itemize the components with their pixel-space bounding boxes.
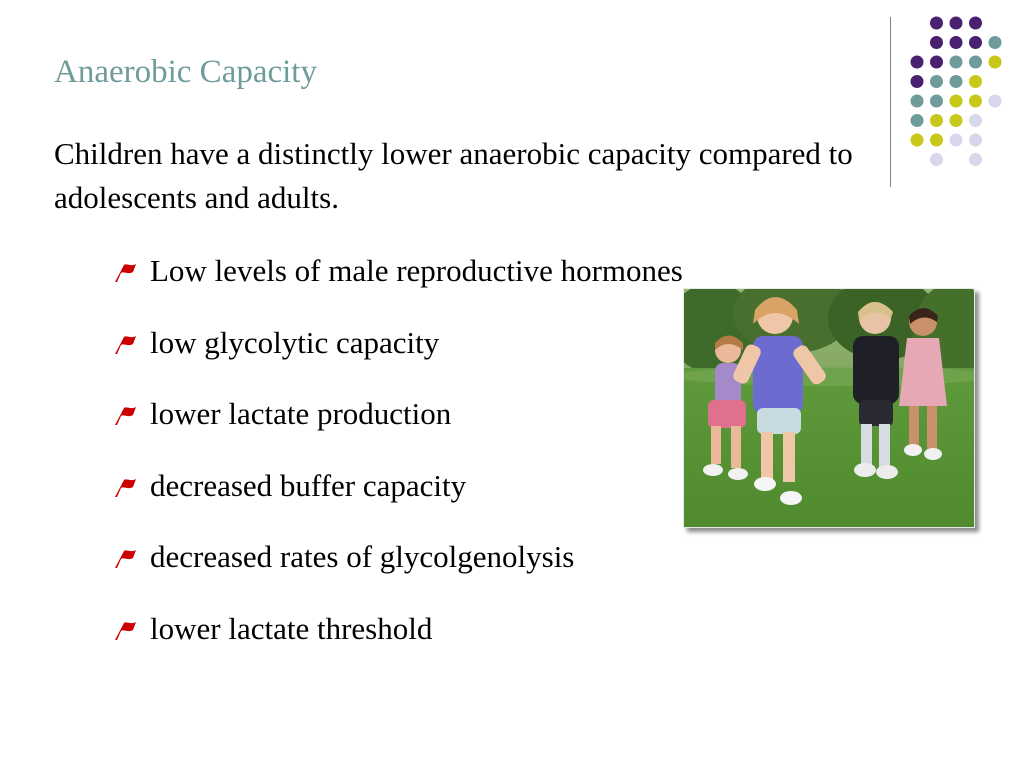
decorative-dot bbox=[930, 134, 943, 147]
flag-icon bbox=[112, 544, 138, 570]
decorative-dot bbox=[930, 95, 943, 108]
bullet-text: lower lactate production bbox=[150, 396, 452, 431]
decorative-dot bbox=[969, 56, 982, 69]
bullet-item bbox=[112, 324, 683, 396]
bullet-text: low glycolytic capacity bbox=[150, 324, 440, 360]
decorative-dot bbox=[930, 153, 943, 166]
decorative-dot bbox=[950, 75, 963, 88]
decorative-dot bbox=[930, 36, 943, 49]
bullet-item bbox=[112, 610, 683, 682]
decorative-dot bbox=[930, 114, 943, 127]
decorative-dot bbox=[989, 36, 1002, 49]
slide-title: Anaerobic Capacity bbox=[54, 54, 317, 90]
bullet-text: decreased rates of glycolgenolysis bbox=[150, 539, 575, 574]
decorative-dot bbox=[950, 17, 963, 30]
decorative-dot bbox=[950, 36, 963, 49]
flag-icon bbox=[112, 258, 138, 284]
bullet-text: decreased buffer capacity bbox=[150, 467, 467, 503]
flag-icon bbox=[112, 401, 138, 427]
decorative-dot bbox=[930, 75, 943, 88]
decorative-dot bbox=[989, 95, 1002, 108]
flag-icon bbox=[112, 616, 138, 642]
bullet-text: lower lactate threshold bbox=[150, 610, 433, 646]
bullet-item bbox=[112, 395, 683, 467]
vertical-divider bbox=[890, 17, 891, 187]
decorative-dot bbox=[969, 75, 982, 88]
intro-text: Children have a distinctly lower anaerobic capacity compared to adolescents and adults. bbox=[54, 136, 853, 215]
children-running-photo bbox=[683, 288, 975, 528]
decorative-dot bbox=[911, 75, 924, 88]
decorative-dot bbox=[911, 134, 924, 147]
bullet-item bbox=[112, 252, 683, 324]
decorative-dot bbox=[989, 56, 1002, 69]
bullet-item bbox=[112, 467, 683, 539]
decorative-dot bbox=[969, 36, 982, 49]
flag-icon bbox=[112, 330, 138, 356]
decorative-dot bbox=[969, 114, 982, 127]
photo-illustration bbox=[683, 288, 975, 528]
decorative-dot bbox=[969, 153, 982, 166]
bullet-item bbox=[112, 538, 683, 610]
decorative-dot bbox=[911, 114, 924, 127]
decorative-dot bbox=[930, 17, 943, 30]
decorative-dot bbox=[950, 56, 963, 69]
decorative-dot bbox=[969, 95, 982, 108]
bullet-text: Low levels of male reproductive hormones bbox=[150, 253, 683, 288]
decorative-dot bbox=[911, 56, 924, 69]
decorative-dot bbox=[950, 95, 963, 108]
bullet-list bbox=[112, 252, 683, 681]
dot-grid-icon bbox=[900, 10, 1010, 170]
decorative-dot bbox=[969, 134, 982, 147]
decorative-dot bbox=[950, 134, 963, 147]
decorative-dot bbox=[911, 95, 924, 108]
decorative-dot bbox=[930, 56, 943, 69]
decorative-dot bbox=[950, 114, 963, 127]
flag-icon bbox=[112, 473, 138, 499]
decorative-dot bbox=[969, 17, 982, 30]
